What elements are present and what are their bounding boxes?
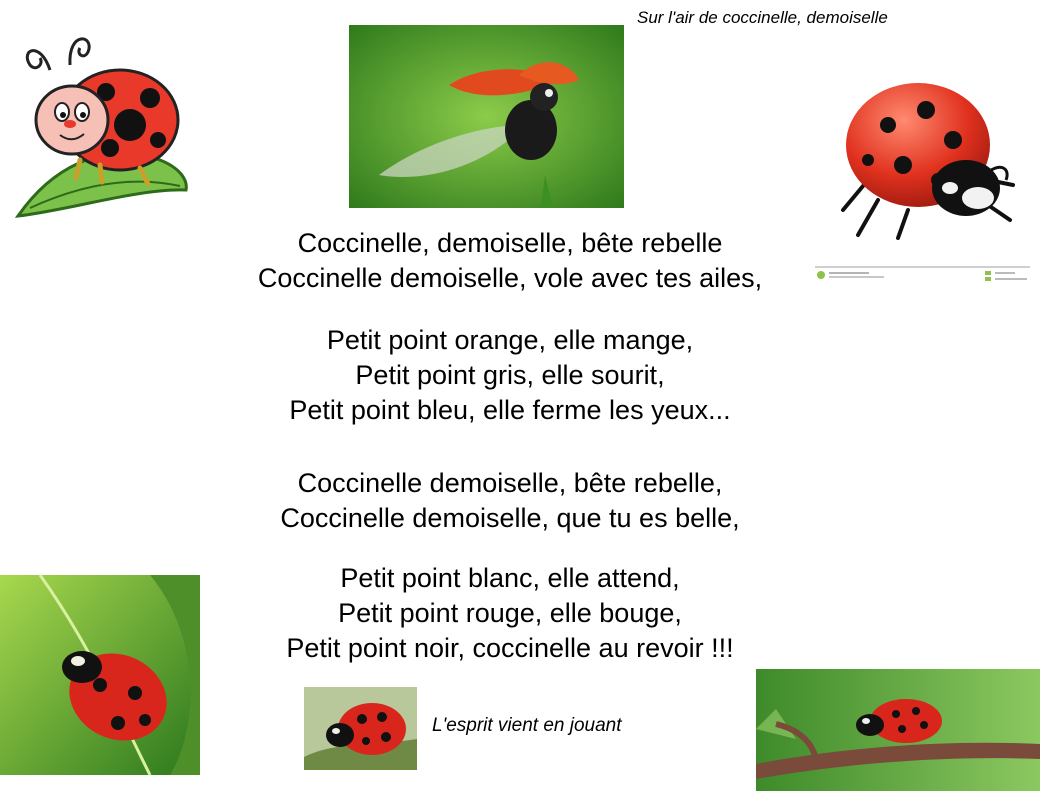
stanza-2 <box>160 323 860 428</box>
stanza-4 <box>160 561 860 666</box>
ladybug-on-branch-photo <box>756 669 1040 791</box>
footer-motto: L'esprit vient en jouant <box>432 715 622 736</box>
poem-line: Coccinelle demoiselle, que tu es belle, <box>280 503 740 533</box>
flying-ladybug-photo <box>349 25 624 208</box>
poem-line: Coccinelle, demoiselle, bête rebelle <box>297 228 723 258</box>
poem-line: Petit point blanc, elle attend, <box>340 563 680 593</box>
poem-line: Coccinelle demoiselle, bête rebelle, <box>297 468 723 498</box>
poem-line: Coccinelle demoiselle, vole avec tes ailes, <box>257 263 763 293</box>
small-ladybug-photo <box>304 687 417 770</box>
poem-line: Petit point gris, elle sourit, <box>355 360 665 390</box>
tune-note: Sur l'air de coccinelle, demoiselle <box>637 8 888 27</box>
poem-line: Petit point rouge, elle bouge, <box>338 598 682 628</box>
stanza-3 <box>160 466 860 536</box>
cartoon-ladybug-image <box>10 20 190 220</box>
glossy-ladybug-illustration <box>838 70 1018 240</box>
poem-line: Petit point orange, elle mange, <box>326 325 694 355</box>
stanza-1 <box>160 226 860 296</box>
poem-line: Petit point noir, coccinelle au revoir !!! <box>286 633 734 663</box>
ladybug-on-leaf-photo <box>0 575 200 775</box>
poem-line: Petit point bleu, elle ferme les yeux... <box>289 395 731 425</box>
